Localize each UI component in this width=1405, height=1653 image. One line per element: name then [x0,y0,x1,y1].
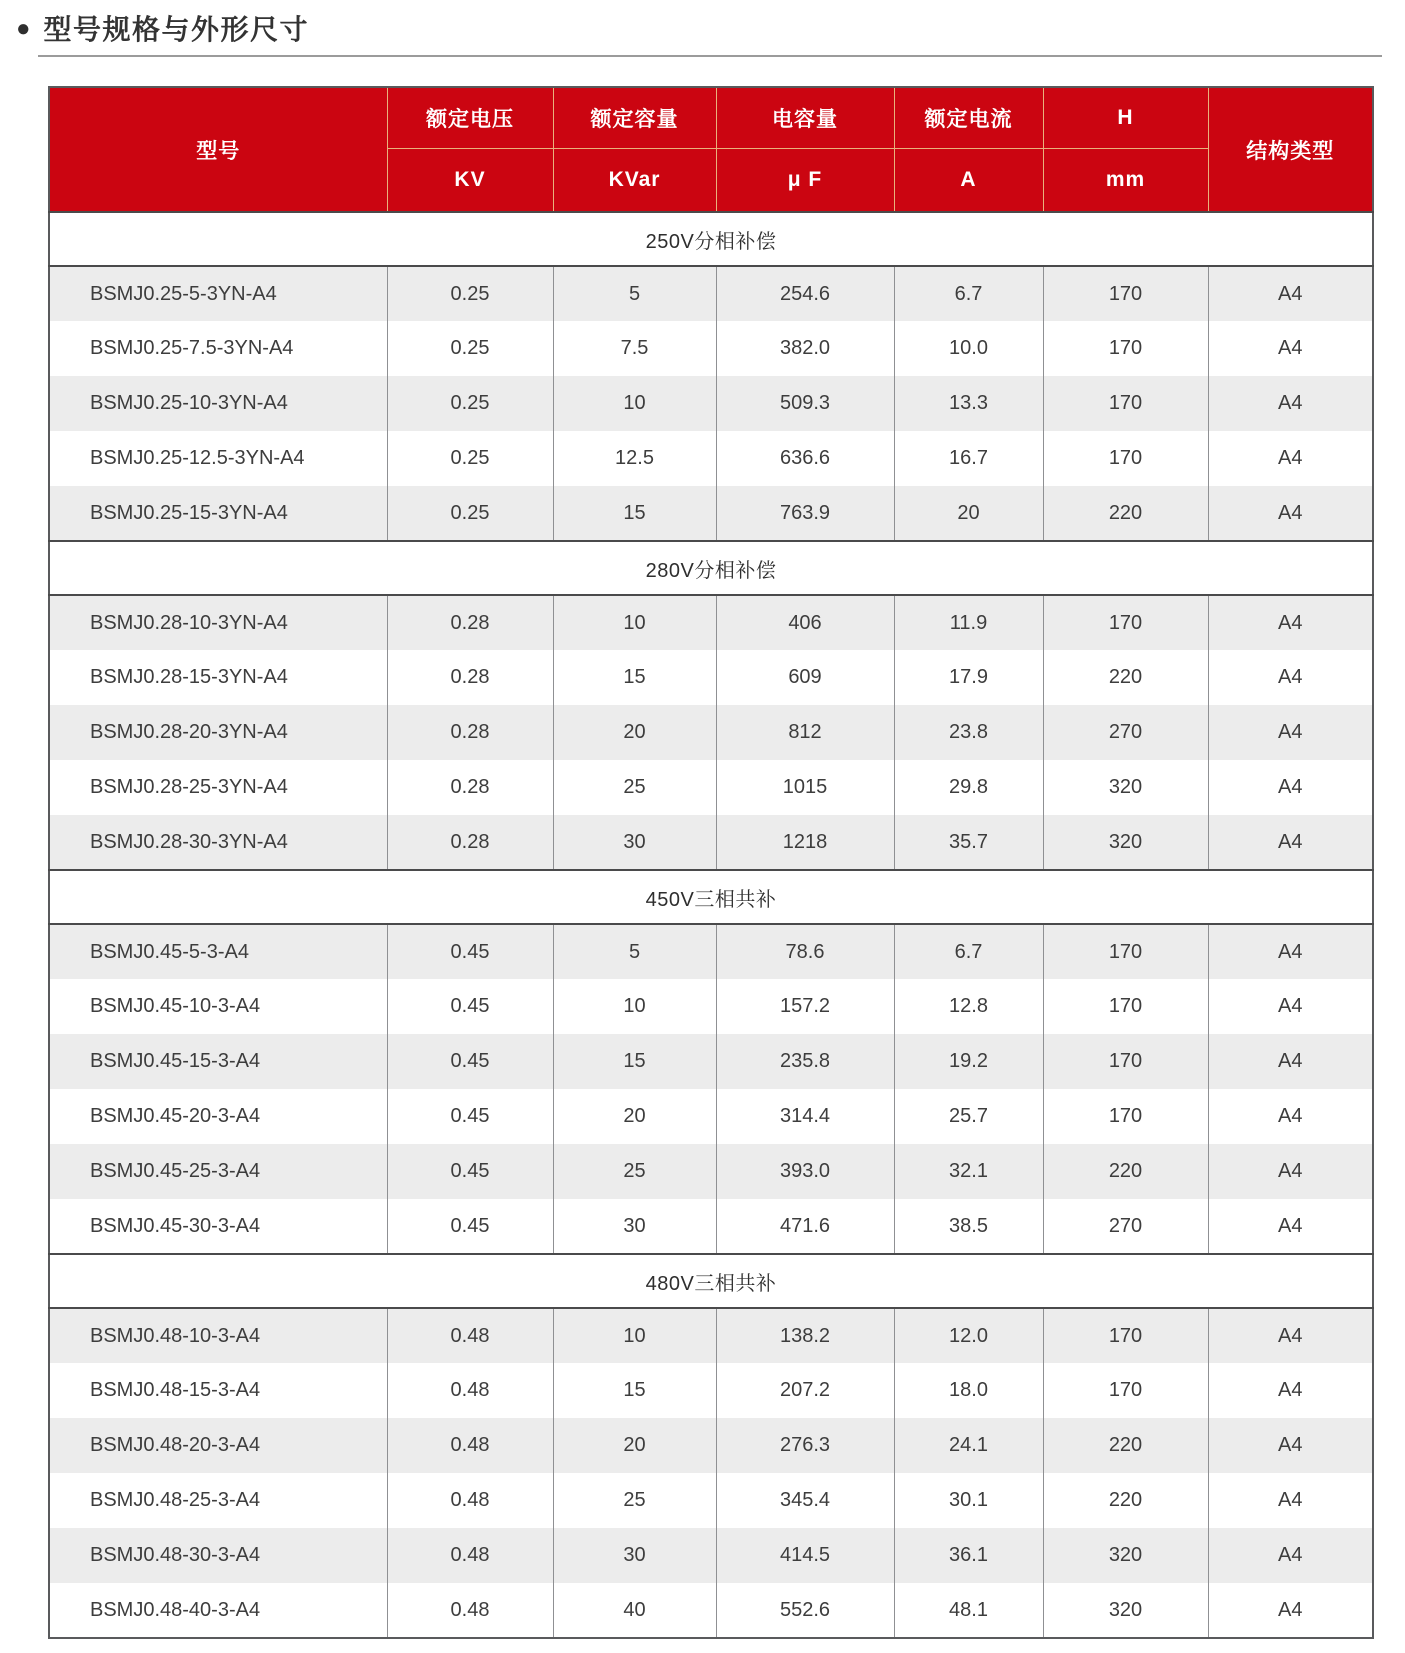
value-cell: 763.9 [716,486,894,541]
value-cell: A4 [1208,1528,1373,1583]
value-cell: A4 [1208,760,1373,815]
value-cell: 0.45 [387,1199,553,1254]
table-row [49,705,1373,760]
value-cell: 35.7 [894,815,1043,870]
value-cell: 10 [553,1308,716,1363]
table-row [49,650,1373,705]
value-cell: 0.25 [387,321,553,376]
section-title: 480V三相共补 [49,1254,1373,1308]
value-cell: 29.8 [894,760,1043,815]
value-cell: 220 [1043,1418,1208,1473]
model-cell: BSMJ0.25-12.5-3YN-A4 [49,431,387,486]
value-cell: 7.5 [553,321,716,376]
value-cell: 170 [1043,595,1208,650]
value-cell: 16.7 [894,431,1043,486]
model-cell: BSMJ0.25-10-3YN-A4 [49,376,387,431]
value-cell: 170 [1043,1363,1208,1418]
table-row [49,1473,1373,1528]
value-cell: 32.1 [894,1144,1043,1199]
model-cell: BSMJ0.45-25-3-A4 [49,1144,387,1199]
table-row [49,1363,1373,1418]
table-row [49,815,1373,870]
bullet-icon: ● [16,15,31,42]
col-header-0: 型号 [49,87,387,212]
value-cell: 170 [1043,1308,1208,1363]
value-cell: A4 [1208,595,1373,650]
value-cell: 0.28 [387,650,553,705]
value-cell: 0.25 [387,376,553,431]
table-row [49,595,1373,650]
title-divider [38,55,1382,57]
value-cell: 5 [553,266,716,321]
model-cell: BSMJ0.48-20-3-A4 [49,1418,387,1473]
value-cell: 12.0 [894,1308,1043,1363]
table-row [49,1089,1373,1144]
value-cell: 11.9 [894,595,1043,650]
value-cell: 345.4 [716,1473,894,1528]
value-cell: 17.9 [894,650,1043,705]
value-cell: 320 [1043,1583,1208,1638]
value-cell: 5 [553,924,716,979]
value-cell: 24.1 [894,1418,1043,1473]
model-cell: BSMJ0.45-15-3-A4 [49,1034,387,1089]
value-cell: 30.1 [894,1473,1043,1528]
value-cell: A4 [1208,979,1373,1034]
value-cell: 6.7 [894,266,1043,321]
table-row [49,924,1373,979]
value-cell: 20 [553,705,716,760]
model-cell: BSMJ0.45-5-3-A4 [49,924,387,979]
value-cell: 276.3 [716,1418,894,1473]
value-cell: 48.1 [894,1583,1043,1638]
section-title: 450V三相共补 [49,870,1373,924]
value-cell: 18.0 [894,1363,1043,1418]
value-cell: 30 [553,815,716,870]
col-header-4: 额定电流 [894,87,1043,149]
value-cell: 23.8 [894,705,1043,760]
value-cell: A4 [1208,1034,1373,1089]
value-cell: A4 [1208,266,1373,321]
value-cell: 10 [553,376,716,431]
model-cell: BSMJ0.28-30-3YN-A4 [49,815,387,870]
value-cell: 36.1 [894,1528,1043,1583]
value-cell: 320 [1043,815,1208,870]
table-body [49,212,1373,1638]
value-cell: A4 [1208,705,1373,760]
value-cell: 170 [1043,376,1208,431]
value-cell: 220 [1043,486,1208,541]
value-cell: 382.0 [716,321,894,376]
value-cell: 170 [1043,924,1208,979]
model-cell: BSMJ0.28-10-3YN-A4 [49,595,387,650]
model-cell: BSMJ0.48-15-3-A4 [49,1363,387,1418]
model-cell: BSMJ0.25-5-3YN-A4 [49,266,387,321]
value-cell: 0.25 [387,266,553,321]
value-cell: 320 [1043,760,1208,815]
model-cell: BSMJ0.45-20-3-A4 [49,1089,387,1144]
value-cell: 0.48 [387,1308,553,1363]
col-header-1: 额定电压 [387,87,553,149]
col-unit-3: μ F [716,149,894,213]
value-cell: 254.6 [716,266,894,321]
table-row [49,1418,1373,1473]
value-cell: 314.4 [716,1089,894,1144]
value-cell: A4 [1208,1144,1373,1199]
value-cell: 19.2 [894,1034,1043,1089]
value-cell: A4 [1208,924,1373,979]
value-cell: A4 [1208,1363,1373,1418]
value-cell: A4 [1208,650,1373,705]
value-cell: 0.45 [387,1144,553,1199]
value-cell: A4 [1208,1199,1373,1254]
value-cell: 393.0 [716,1144,894,1199]
table-row [49,1528,1373,1583]
value-cell: 20 [553,1089,716,1144]
value-cell: 0.48 [387,1583,553,1638]
value-cell: 25.7 [894,1089,1043,1144]
value-cell: 406 [716,595,894,650]
value-cell: 220 [1043,1144,1208,1199]
value-cell: 170 [1043,1089,1208,1144]
value-cell: 0.45 [387,1034,553,1089]
table-row [49,376,1373,431]
value-cell: 235.8 [716,1034,894,1089]
table-row [49,486,1373,541]
page-heading [16,8,309,48]
model-cell: BSMJ0.48-10-3-A4 [49,1308,387,1363]
value-cell: A4 [1208,1308,1373,1363]
value-cell: 0.28 [387,815,553,870]
value-cell: 0.48 [387,1528,553,1583]
section-row-2 [49,870,1373,924]
value-cell: 0.25 [387,486,553,541]
value-cell: 1015 [716,760,894,815]
value-cell: 207.2 [716,1363,894,1418]
col-header-3: 电容量 [716,87,894,149]
value-cell: 30 [553,1528,716,1583]
col-unit-1: KV [387,149,553,213]
value-cell: 25 [553,760,716,815]
value-cell: 20 [553,1418,716,1473]
value-cell: A4 [1208,815,1373,870]
value-cell: A4 [1208,486,1373,541]
value-cell: 6.7 [894,924,1043,979]
value-cell: 0.28 [387,760,553,815]
value-cell: 0.28 [387,705,553,760]
value-cell: 0.25 [387,431,553,486]
model-cell: BSMJ0.45-30-3-A4 [49,1199,387,1254]
value-cell: 0.48 [387,1418,553,1473]
model-cell: BSMJ0.25-15-3YN-A4 [49,486,387,541]
table-row [49,760,1373,815]
value-cell: A4 [1208,431,1373,486]
value-cell: 15 [553,1363,716,1418]
table-row [49,1199,1373,1254]
value-cell: 157.2 [716,979,894,1034]
value-cell: 0.28 [387,595,553,650]
model-cell: BSMJ0.48-40-3-A4 [49,1583,387,1638]
value-cell: A4 [1208,1089,1373,1144]
model-cell: BSMJ0.48-30-3-A4 [49,1528,387,1583]
value-cell: 170 [1043,1034,1208,1089]
value-cell: 270 [1043,1199,1208,1254]
spec-table [48,86,1374,1639]
page-title: 型号规格与外形尺寸 [43,14,310,45]
value-cell: 15 [553,486,716,541]
model-cell: BSMJ0.28-25-3YN-A4 [49,760,387,815]
value-cell: 38.5 [894,1199,1043,1254]
value-cell: 509.3 [716,376,894,431]
value-cell: 636.6 [716,431,894,486]
value-cell: A4 [1208,1418,1373,1473]
value-cell: 40 [553,1583,716,1638]
value-cell: 1218 [716,815,894,870]
value-cell: 10.0 [894,321,1043,376]
value-cell: A4 [1208,376,1373,431]
model-cell: BSMJ0.45-10-3-A4 [49,979,387,1034]
value-cell: 170 [1043,321,1208,376]
section-row-3 [49,1254,1373,1308]
section-title: 250V分相补偿 [49,212,1373,266]
value-cell: 170 [1043,266,1208,321]
section-title: 280V分相补偿 [49,541,1373,595]
value-cell: 0.45 [387,979,553,1034]
value-cell: 170 [1043,979,1208,1034]
table-row [49,1144,1373,1199]
value-cell: 220 [1043,1473,1208,1528]
value-cell: 0.48 [387,1363,553,1418]
value-cell: 471.6 [716,1199,894,1254]
col-unit-4: A [894,149,1043,213]
table-row [49,431,1373,486]
value-cell: 78.6 [716,924,894,979]
value-cell: 0.45 [387,924,553,979]
table-row [49,1034,1373,1089]
col-header-2: 额定容量 [553,87,716,149]
value-cell: 138.2 [716,1308,894,1363]
model-cell: BSMJ0.28-20-3YN-A4 [49,705,387,760]
value-cell: A4 [1208,1583,1373,1638]
value-cell: 414.5 [716,1528,894,1583]
table-header [49,87,1373,212]
value-cell: 320 [1043,1528,1208,1583]
value-cell: 552.6 [716,1583,894,1638]
value-cell: 12.8 [894,979,1043,1034]
value-cell: 270 [1043,705,1208,760]
table-row [49,1583,1373,1638]
table-row [49,266,1373,321]
table-row [49,1308,1373,1363]
value-cell: A4 [1208,321,1373,376]
section-row-1 [49,541,1373,595]
value-cell: 10 [553,979,716,1034]
value-cell: 20 [894,486,1043,541]
value-cell: 15 [553,650,716,705]
value-cell: 170 [1043,431,1208,486]
model-cell: BSMJ0.25-7.5-3YN-A4 [49,321,387,376]
value-cell: 15 [553,1034,716,1089]
value-cell: 25 [553,1144,716,1199]
col-header-5: H [1043,87,1208,149]
col-unit-2: KVar [553,149,716,213]
value-cell: 812 [716,705,894,760]
table-row [49,321,1373,376]
value-cell: 10 [553,595,716,650]
value-cell: A4 [1208,1473,1373,1528]
col-unit-5: mm [1043,149,1208,213]
model-cell: BSMJ0.28-15-3YN-A4 [49,650,387,705]
value-cell: 25 [553,1473,716,1528]
value-cell: 220 [1043,650,1208,705]
table-row [49,979,1373,1034]
value-cell: 30 [553,1199,716,1254]
value-cell: 609 [716,650,894,705]
value-cell: 0.48 [387,1473,553,1528]
col-header-6: 结构类型 [1208,87,1373,212]
value-cell: 0.45 [387,1089,553,1144]
value-cell: 12.5 [553,431,716,486]
value-cell: 13.3 [894,376,1043,431]
section-row-0 [49,212,1373,266]
model-cell: BSMJ0.48-25-3-A4 [49,1473,387,1528]
